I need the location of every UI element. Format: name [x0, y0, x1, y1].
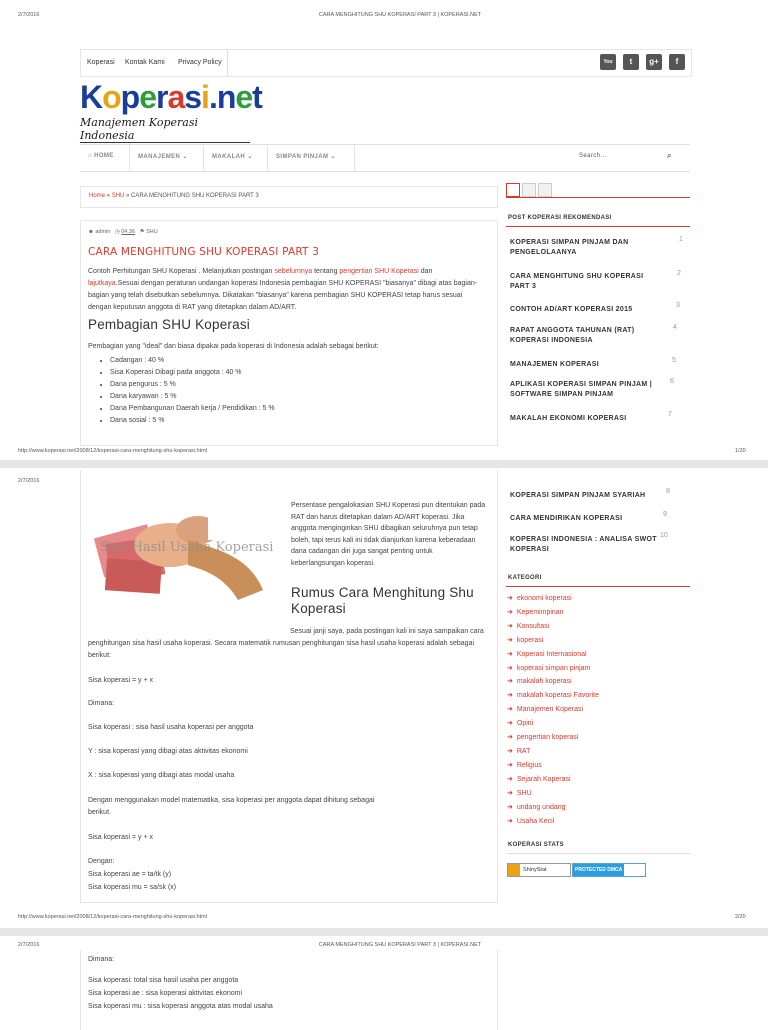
intro-text: dan [418, 268, 433, 275]
category-link[interactable] [507, 608, 564, 616]
arrow-right-icon: ➜ [507, 595, 513, 602]
page-break [0, 460, 768, 468]
rec-item-6[interactable]: APLIKASI KOPERASI SIMPAN PINJAM | SOFTWARE SIMPAN PINJAM [510, 381, 653, 398]
link-sebelumnya[interactable]: sebelumnya [274, 268, 313, 275]
rec-item-9[interactable]: CARA MENDIRIKAN KOPERASI [510, 515, 623, 522]
shinystat-badge[interactable] [507, 863, 571, 877]
arrow-right-icon: ➜ [507, 665, 513, 672]
nav-makalah[interactable]: MAKALAH ⌄ [212, 154, 253, 160]
arrow-right-icon: ➜ [507, 762, 513, 769]
category-label: Manajemen Koperasi [516, 706, 584, 713]
category-label: undang undang [516, 804, 566, 811]
category-label: RAT [516, 748, 531, 755]
formula-line: Sisa koperasi = y + x [88, 834, 153, 841]
youtube-icon[interactable]: You [600, 54, 616, 70]
category-link[interactable] [507, 747, 530, 755]
rec-num: 9 [663, 511, 667, 518]
nav-home[interactable]: ⌂ HOME [88, 153, 114, 159]
print-title: CARA MENGHITUNG SHU KOPERASI PART 3 | KOPERASI.NET [318, 942, 482, 948]
kategori-title: KATEGORI [508, 575, 542, 581]
post-author[interactable]: admin [95, 229, 111, 235]
breadcrumb-home[interactable]: Home [89, 193, 106, 199]
dengan-label: Dengan: [88, 858, 115, 865]
nav-sep [129, 145, 130, 171]
dimana-label: Dimana: [88, 700, 115, 707]
rec-title-underline [506, 226, 690, 227]
category-link[interactable] [507, 650, 587, 658]
rec-item-10[interactable]: KOPERASI INDONESIA : ANALISA SWOT KOPERASI [510, 536, 657, 553]
category-link[interactable] [507, 691, 599, 699]
shinystat-logo-icon [508, 864, 520, 876]
definition-line: Sisa koperasi : sisa hasil usaha koperasi per anggota [88, 724, 254, 731]
arrow-right-icon: ➜ [507, 609, 513, 616]
shinystat-label: ShinyStat [523, 867, 547, 873]
category-label: Kepemimpinan [516, 609, 564, 616]
category-label: Koperasi Internasional [516, 651, 587, 658]
category-label: ekonomi koperasi [516, 595, 572, 602]
sidebar-tab[interactable] [538, 183, 552, 197]
post-time[interactable]: 04.36 [121, 229, 136, 235]
heading-pembagian: Pembagian SHU Koperasi [88, 317, 250, 332]
category-link[interactable] [507, 733, 578, 741]
post-meta [88, 229, 158, 235]
google-plus-icon[interactable]: g+ [646, 54, 662, 70]
definition-line: Sisa koperasi mu : sisa koperasi anggota atas modal usaha [88, 1003, 273, 1010]
category-label: makalah koperasi [516, 678, 572, 685]
category-link[interactable] [507, 622, 549, 630]
category-label: Konsultasi [516, 623, 550, 630]
arrow-right-icon: ➜ [507, 804, 513, 811]
breadcrumb-sep: » [124, 193, 132, 199]
rec-num: 3 [676, 302, 680, 309]
logo-brand: Koperasi.net [80, 79, 262, 115]
category-label: Usaha Kecil [516, 818, 555, 825]
rec-item-4[interactable]: RAPAT ANGGOTA TAHUNAN (RAT) KOPERASI INDONESIA [510, 327, 635, 344]
nav-sep [354, 145, 355, 171]
nav-simpan-pinjam[interactable]: SIMPAN PINJAM ⌄ [276, 154, 336, 160]
main-navigation [80, 144, 690, 172]
rec-num: 1 [679, 236, 683, 243]
category-link[interactable] [507, 636, 543, 644]
list-item: • Dana sosial : 5 % [110, 415, 486, 427]
arrow-right-icon: ➜ [507, 790, 513, 797]
dmca-label: PROTECTED DMCA [573, 864, 624, 876]
print-date: 2/7/2016 [18, 942, 40, 948]
arrow-right-icon: ➜ [507, 623, 513, 630]
top-link-privacy[interactable]: Privacy Policy [178, 59, 222, 66]
category-label: pengertian koperasi [516, 734, 579, 741]
rec-num: 7 [668, 411, 672, 418]
rec-item-1[interactable]: KOPERASI SIMPAN PINJAM DAN PENGELOLAANYA [510, 239, 629, 256]
arrow-right-icon: ➜ [507, 720, 513, 727]
site-logo[interactable] [80, 79, 262, 142]
persentase-text: Persentase pengalokasian SHU Koperasi pun ditentukan pada RAT dan harus ditetapkan dalam AD/ART koperasi. Jika anggota menginginkan SHU dibagikan seluruhnya pun tetap boleh, tapi terus kali ini tidak dianjurkan karena keberadaan dana cadangan diri juga sangat penting untuk keberlangsungan koperasi. [291, 502, 486, 567]
nav-manajemen[interactable]: MANAJEMEN ⌄ [138, 154, 188, 160]
category-link[interactable] [507, 664, 590, 672]
link-pengertian-shu[interactable]: pengertian SHU Koperasi [339, 268, 419, 275]
search-icon[interactable]: ⌕ [667, 151, 672, 160]
sidebar-divider [506, 197, 690, 198]
intro-text: tentang [312, 268, 340, 275]
heading-rumus: Rumus Cara Menghitung Shu Koperasi [291, 585, 474, 616]
category-link[interactable] [507, 803, 566, 811]
category-label: koperasi simpan pinjam [516, 665, 591, 672]
intro-text: Contoh Perhitungan SHU Koperasi . Melanjutkan postingan [88, 268, 275, 275]
clock-icon: ◷ [114, 229, 120, 235]
breadcrumb-shu[interactable]: SHU [111, 193, 125, 199]
category-label: SHU [516, 790, 532, 797]
formula-line: Sisa koperasi ae = ta/tk (y) [88, 871, 172, 878]
logo-tagline: Manajemen Koperasi Indonesia [80, 116, 250, 143]
rec-num: 8 [666, 488, 670, 495]
post-tag[interactable]: SHU [146, 229, 158, 235]
definition-line: X : sisa koperasi yang dibagi atas modal usaha [88, 772, 235, 779]
definition-line: Sisa koperasi: total sisa hasil usaha per anggota [88, 977, 239, 984]
kategori-underline [506, 586, 690, 587]
print-page-number: 2/20 [735, 914, 746, 920]
list-item: • Dana Pembangunan Daerah kerja / Pendidikan : 5 % [110, 403, 486, 415]
facebook-icon[interactable]: f [669, 54, 685, 70]
arrow-right-icon: ➜ [507, 692, 513, 699]
rec-num: 10 [660, 532, 668, 539]
rec-num: 6 [670, 378, 674, 385]
top-link-koperasi[interactable]: Koperasi [87, 59, 115, 66]
model-text: Dengan menggunakan model matematika, sisa koperasi per anggota dapat dihitung sebagai berikut. [88, 797, 375, 816]
breadcrumb-sep: » [105, 193, 112, 199]
breadcrumb-current: CARA MENGHITUNG SHU KOPERASI PART 3 [131, 193, 259, 199]
category-label: makalah koperasi Favorite [516, 692, 599, 699]
search-input[interactable]: Search... [579, 153, 607, 159]
tag-icon: ⚑ [139, 229, 145, 235]
list-item: • Cadangan : 40 % [110, 355, 486, 367]
sidebar-tab[interactable] [522, 183, 536, 197]
money-photo [88, 500, 282, 606]
twitter-icon[interactable]: t [623, 54, 639, 70]
nav-sep [203, 145, 204, 171]
category-label: Opini [516, 720, 534, 727]
stats-underline [506, 853, 690, 854]
definition-line: Sisa koperasi ae : sisa koperasi aktivitas ekonomi [88, 990, 243, 997]
definition-line: Y : sisa koperasi yang dibagi atas aktivitas ekonomi [88, 748, 248, 755]
arrow-right-icon: ➜ [507, 734, 513, 741]
formula-line: Sisa koperasi = y + x [88, 677, 153, 684]
stats-title: KOPERASI STATS [508, 842, 564, 848]
category-link[interactable] [507, 705, 583, 713]
print-title: CARA MENGHITUNG SHU KOPERASI PART 3 | KOPERASI.NET [318, 12, 482, 18]
category-link[interactable] [507, 677, 572, 685]
list-item: • Dana pengurus : 5 % [110, 379, 486, 391]
photo-watermark: Sisa Hasil Usaha Koperasi [100, 540, 274, 555]
rec-title: POST KOPERASI REKOMENDASI [508, 215, 612, 221]
category-link[interactable] [507, 594, 572, 602]
pembagian-list [96, 355, 486, 427]
print-date: 2/7/2016 [18, 12, 40, 18]
rec-item-8[interactable]: KOPERASI SIMPAN PINJAM SYARIAH [510, 492, 646, 499]
arrow-right-icon: ➜ [507, 818, 513, 825]
breadcrumb [80, 186, 498, 208]
top-link-kontak[interactable]: Kontak Kami [125, 59, 165, 66]
arrow-right-icon: ➜ [507, 776, 513, 783]
dmca-badge[interactable] [572, 863, 646, 877]
category-link[interactable] [507, 789, 532, 797]
rec-item-7[interactable]: MAKALAH EKONOMI KOPERASI [510, 415, 627, 422]
print-date: 2/7/2016 [18, 478, 40, 484]
category-label: koperasi [516, 637, 544, 644]
category-link[interactable] [507, 817, 554, 825]
pembagian-intro: Pembagian yang "ideal" dan biasa dipakai pada koperasi di Indonesia adalah sebagai berikut: [88, 343, 379, 350]
article-intro [88, 266, 484, 314]
intro-text: .Sesuai dengan peraturan undangan koperasi Indonesia pembagian SHU KOPERASI "biasanya" dibagi atas bagian-bagian yang telah disebutkan sebelumnya. Dikatakan "biasanya" karena pembagian SHU KOPERASI tetap harus sesuai dengan keputusan anggota di RAT yang ditetapkan dalam AD/ART. [88, 280, 478, 311]
arrow-right-icon: ➜ [507, 706, 513, 713]
category-link[interactable] [507, 761, 542, 769]
print-url: http://www.koperasi.net/2008/12/koperasi-cara-menghitung-shu-koperasi.html [18, 448, 207, 454]
list-item: • Sisa Koperasi Dibagi pada anggota : 40 % [110, 367, 486, 379]
page-break [0, 928, 768, 936]
list-item: • Dana karyawan : 5 % [110, 391, 486, 403]
arrow-right-icon: ➜ [507, 637, 513, 644]
rec-num: 2 [677, 270, 681, 277]
arrow-right-icon: ➜ [507, 748, 513, 755]
top-navigation [80, 49, 692, 77]
rec-item-2[interactable]: CARA MENGHITUNG SHU KOPERASI PART 3 [510, 273, 644, 290]
print-url: http://www.koperasi.net/2008/12/koperasi-cara-menghitung-shu-koperasi.html [18, 914, 207, 920]
rec-num: 5 [672, 357, 676, 364]
category-label: Sejarah Koperasi [516, 776, 571, 783]
top-divider [227, 50, 228, 76]
rec-num: 4 [673, 324, 677, 331]
author-icon: ☻ [88, 229, 94, 235]
print-page-number: 1/20 [735, 448, 746, 454]
dimana-label: Dimana: [88, 956, 115, 963]
arrow-right-icon: ➜ [507, 651, 513, 658]
rec-item-3[interactable]: CONTOH AD/ART KOPERASI 2015 [510, 306, 633, 313]
sidebar-tab[interactable] [506, 183, 520, 197]
nav-sep [267, 145, 268, 171]
link-lajutkaya[interactable]: lajutkaya [88, 280, 116, 287]
formula-line: Sisa koperasi mu = sa/sk (x) [88, 884, 177, 891]
arrow-right-icon: ➜ [507, 678, 513, 685]
article-title: CARA MENGHITUNG SHU KOPERASI PART 3 [88, 246, 320, 258]
category-label: Religius [516, 762, 542, 769]
category-link[interactable] [507, 775, 571, 783]
category-link[interactable] [507, 719, 533, 727]
rumus-intro: Sesuai janji saya, pada postingan kali ini saya sampaikan cara penghitungan sisa hasil usaha koperasi. Secara matematik rumusan penghitungan sisa hasil usaha koperasi adalah sebagai berikut: [88, 628, 484, 659]
rec-item-5[interactable]: MANAJEMEN KOPERASI [510, 361, 600, 368]
